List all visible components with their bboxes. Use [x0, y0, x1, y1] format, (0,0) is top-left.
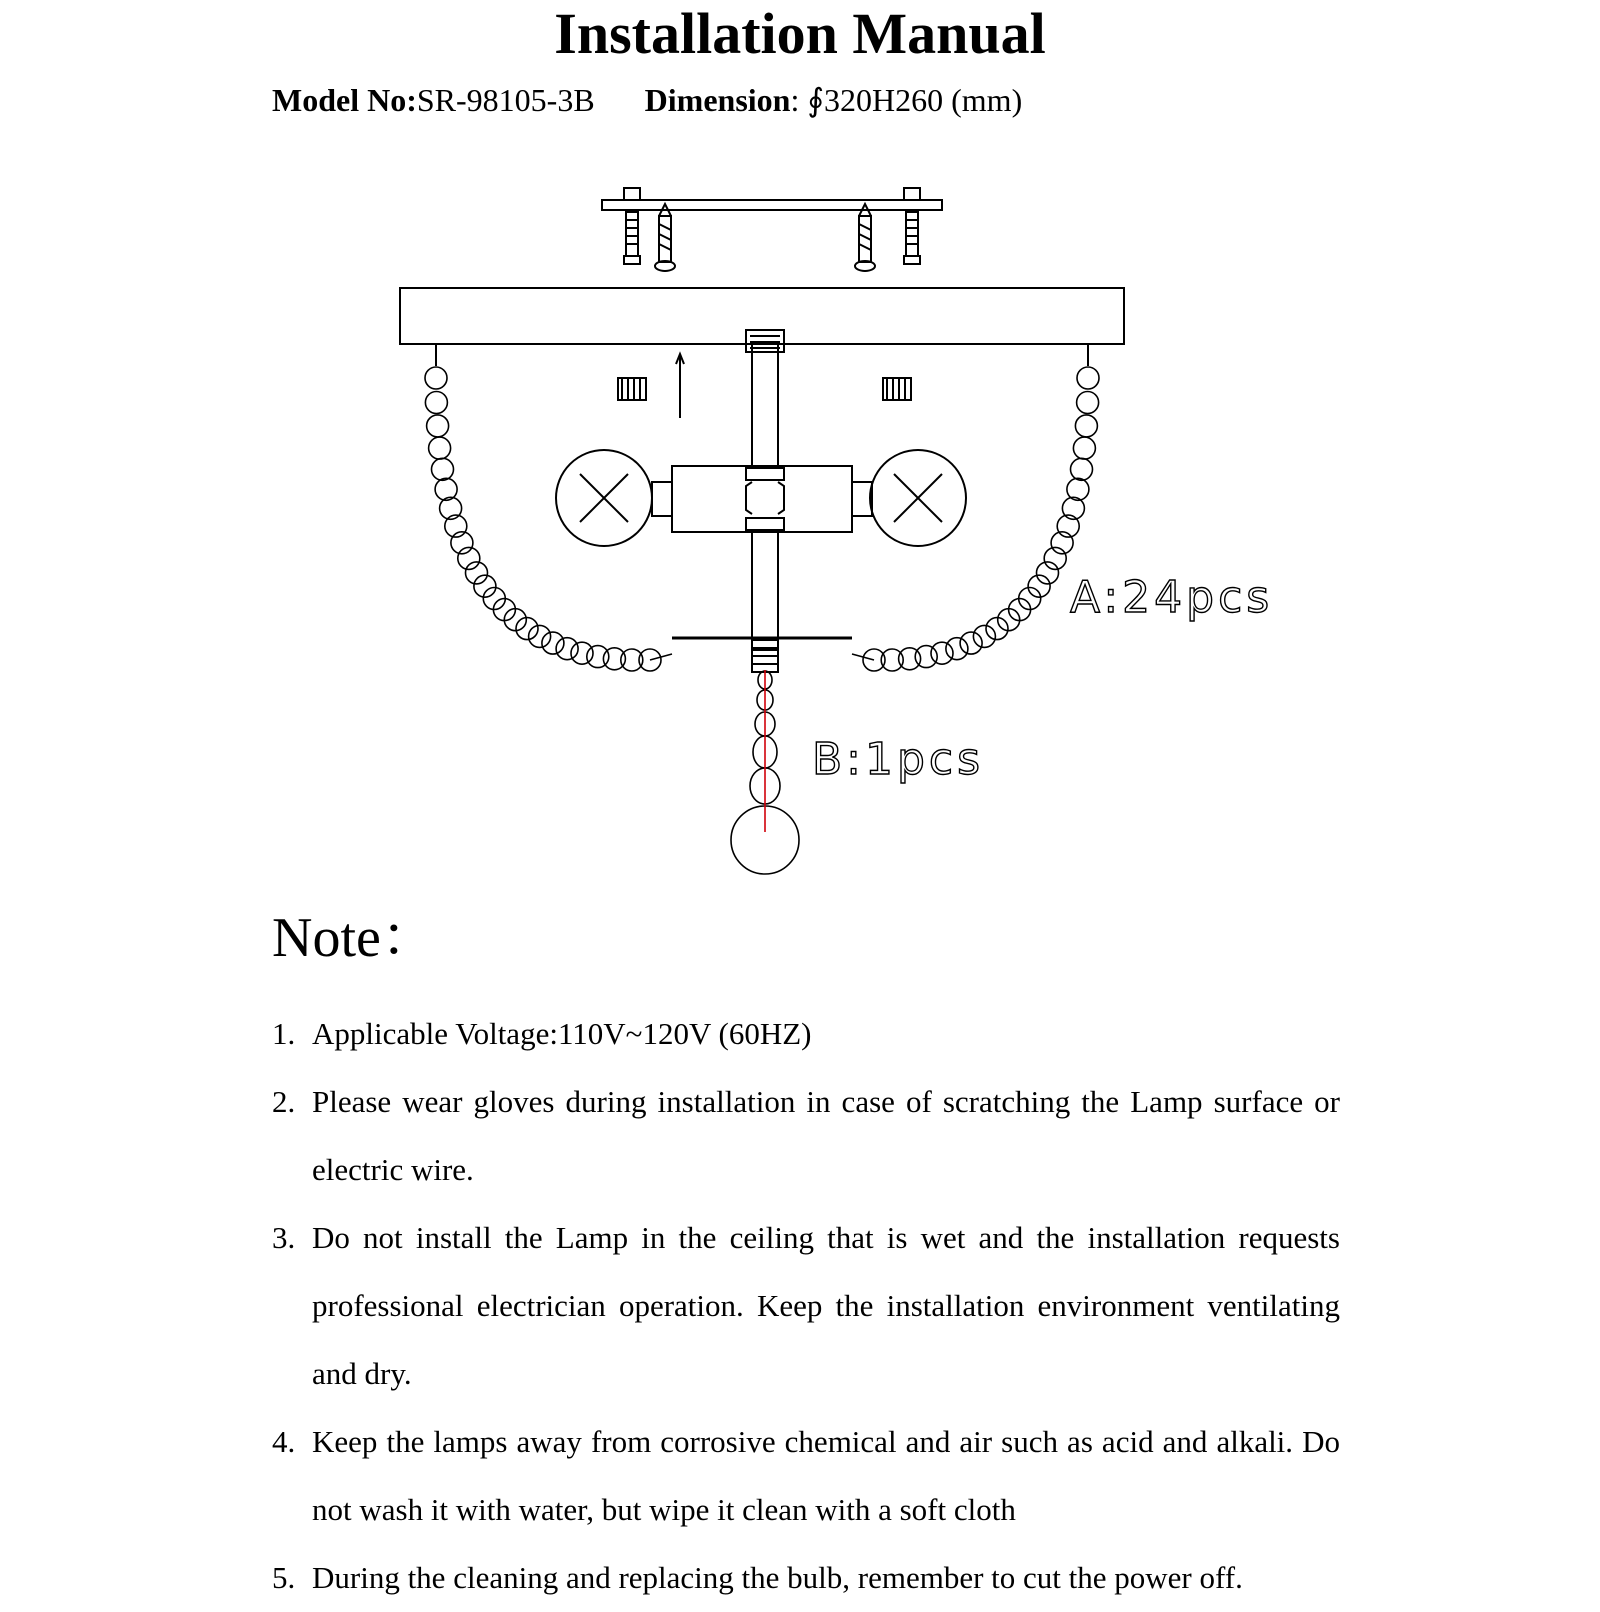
crystal-bead: [1077, 367, 1099, 389]
note-text: Applicable Voltage:110V~120V (60HZ): [312, 1016, 812, 1051]
note-text: During the cleaning and replacing the bulb, remember to cut the power off.: [312, 1560, 1243, 1595]
socket-right: [852, 482, 872, 516]
crystal-bead: [425, 392, 447, 414]
bulb-left: [556, 450, 652, 546]
crystal-bead: [425, 367, 447, 389]
label-a: A:24pcs: [1070, 572, 1274, 623]
notes-list: [272, 1000, 1340, 1612]
dimension-label: Dimension: [644, 82, 791, 118]
note-text: Keep the lamps away from corrosive chemical and air such as acid and alkali. Do not wash it with water, but wipe it clean with a soft cloth: [312, 1424, 1340, 1527]
crystal-strand-left: [425, 367, 672, 671]
crystal-bead: [571, 642, 593, 664]
note-text: Please wear gloves during installation in case of scratching the Lamp surface or electric wire.: [312, 1084, 1340, 1187]
label-b: B:1pcs: [812, 734, 985, 785]
mounting-screw-right: [855, 204, 875, 271]
crystal-bead: [1077, 392, 1099, 414]
pendant-crystal: [731, 670, 799, 874]
note-number: 3.: [272, 1220, 296, 1255]
crystal-bead: [960, 632, 982, 654]
dimension-value: : ∮320H260 (mm): [790, 82, 1023, 118]
bulb-right: [870, 450, 966, 546]
socket-left: [652, 482, 672, 516]
small-screw: [676, 354, 684, 418]
decor-knob-right: [883, 378, 911, 400]
note-item: [272, 1544, 1340, 1612]
crystal-bead: [529, 625, 551, 647]
note-text: Do not install the Lamp in the ceiling that is wet and the installation requests professional electrician operation. Keep the installation environment ventilating and dry.: [312, 1220, 1340, 1391]
crystal-bead: [1071, 458, 1093, 480]
note-number: 2.: [272, 1084, 296, 1119]
model-value: SR-98105-3B: [416, 82, 595, 118]
crystal-bead: [429, 437, 451, 459]
crystal-bead: [1075, 415, 1097, 437]
note-number: 1.: [272, 1016, 296, 1051]
note-item: [272, 1000, 1340, 1068]
crystal-bead: [931, 642, 953, 664]
mounting-screw-left: [655, 204, 675, 271]
bracket-bolt-left: [624, 188, 640, 264]
note-number: 4.: [272, 1424, 296, 1459]
crystal-bead: [1073, 437, 1095, 459]
note-item: [272, 1204, 1340, 1408]
lamp-body-box: [672, 466, 852, 532]
bracket-bolt-right: [904, 188, 920, 264]
mounting-bracket: [602, 200, 942, 210]
crystal-bead: [432, 458, 454, 480]
note-item: [272, 1068, 1340, 1204]
note-heading: Note：: [272, 907, 437, 969]
model-label: Model No:: [272, 82, 417, 118]
crystal-bead: [973, 625, 995, 647]
crystal-bead: [946, 638, 968, 660]
crystal-bead: [427, 415, 449, 437]
rod-nut-bottom: [752, 640, 778, 672]
model-dimension-line: [272, 80, 1022, 120]
crystal-bead: [542, 632, 564, 654]
decor-knob-left: [618, 378, 646, 400]
page-title: Installation Manual: [554, 1, 1046, 66]
installation-diagram: [0, 160, 1600, 880]
note-number: 5.: [272, 1560, 296, 1595]
note-item: [272, 1408, 1340, 1544]
crystal-strand-right: [852, 367, 1099, 671]
crystal-bead: [556, 638, 578, 660]
